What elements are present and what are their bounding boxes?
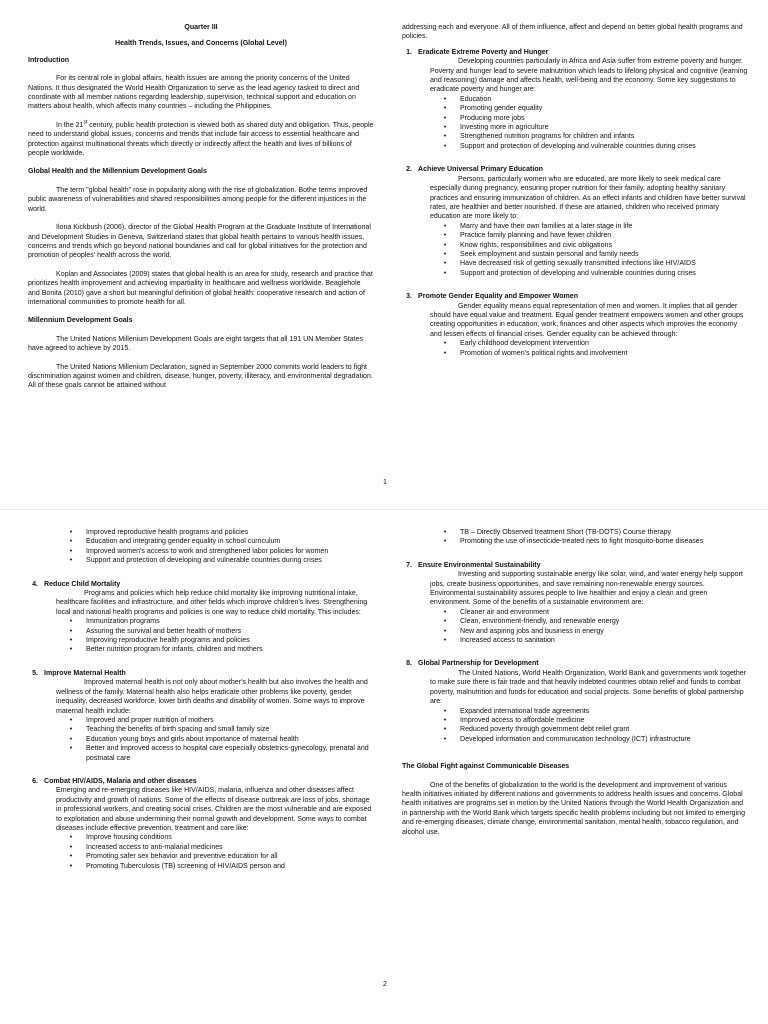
global-health-paragraph-2: Ilona Kickbush (2006), director of the Global Health Program at the Graduate Institute of International and Development Studies in Geneva, Switzerland states that global health pertains to various health issues, concerns and trends which go beyond national boundaries and call for global initiatives for the protection and promotion of peoples' health across the world. xyxy=(28,224,371,260)
list-item: • Reduced poverty through government debt relief grant xyxy=(460,725,748,734)
list-item: • Clean, environment-friendly, and renewable energy xyxy=(460,617,748,626)
list-item: • Promoting the use of insecticide-treated nets to fight mosquito-borne diseases xyxy=(460,537,748,546)
goal-heading: 5. Improve Maternal Health xyxy=(32,669,126,677)
list-item: • Promoting gender equality xyxy=(460,104,748,113)
quarter-label: Quarter III xyxy=(184,24,218,31)
mdg-heading: Millennium Development Goals xyxy=(28,317,133,325)
list-item: • Cleaner air and environment xyxy=(460,608,748,617)
continued-bullet-list xyxy=(56,528,374,566)
list-item: • Producing more jobs xyxy=(460,114,748,123)
list-item: • Increased access to sanitation xyxy=(460,636,748,645)
goal-section xyxy=(402,48,748,151)
list-item: • Marry and have their own families at a later stage in life xyxy=(460,222,748,231)
list-item: • Education and integrating gender equality in school curriculum xyxy=(86,537,374,546)
list-item: • Teaching the benefits of birth spacing and small family size xyxy=(86,725,374,734)
list-item: • Promoting safer sex behavior and preventive education for all xyxy=(86,852,374,861)
list-item: • Education young boys and girls about importance of maternal health xyxy=(86,735,374,744)
goal-section xyxy=(402,292,748,358)
global-health-heading: Global Health and the Millennium Development Goals xyxy=(28,168,207,176)
page-number: 1 xyxy=(383,479,387,486)
list-item: • TB – Directly Observed treatment Short (TB-DOTS) Course therapy xyxy=(460,528,748,537)
list-item: • Developed information and communication technology (ICT) infrastructure xyxy=(460,735,748,744)
list-item: • Better and improved access to hospital care especially obstetrics-gynecology, prenatal and postnatal care xyxy=(86,744,374,763)
goal-bullet-list xyxy=(56,833,374,871)
list-item: • Promotion of women's political rights and involvement xyxy=(460,349,748,358)
goal-bullet-list xyxy=(430,339,748,358)
goal-text: Investing and supporting sustainable energy like solar, wind, and water energy help support jobs, create business opportunities, and save remaining non-renewable energy sources. Environmental sustainability assures people to live healthier and enjoy a clean and green environment. Some of the benefits of a sustainable environment are: xyxy=(430,571,743,607)
page2-left-column xyxy=(28,528,374,871)
communicable-diseases-heading: The Global Fight against Communicable Diseases xyxy=(402,763,570,771)
list-item: • Have decreased risk of getting sexually transmitted infections like HIV/AIDS xyxy=(460,259,748,268)
goal-bullet-list xyxy=(56,716,374,763)
goal-text: Programs and policies which help reduce child mortality like improving nutritional intake, healthcare facilities and infrastructure, and other fields which improve children's lives. Strengthening local and national health programs and policies is one way to reduce child mortality. This includes: xyxy=(56,590,368,616)
goal-text: Emerging and re-emerging diseases like HIV/AIDS, malaria, influenza and other diseases affect productivity and growth of nations. Some of the effects of disease outbreak are loss of jobs, shortage in professional workers, and creating social crises. Children are the most vulnerable and are exposed to exploitation and abuse undermining their normal growth and development. Some ways to combat diseases include effective prevention, treatment and care like: xyxy=(56,787,372,832)
list-item: • Support and protection of developing and vulnerable countries during crises xyxy=(460,269,748,278)
list-item: • Improve housing conditions xyxy=(86,833,374,842)
goal-heading: 7. Ensure Environmental Sustainability xyxy=(406,561,541,569)
goal-heading: 8. Global Partnership for Development xyxy=(406,660,539,668)
goal-heading: 2. Achieve Universal Primary Education xyxy=(406,166,543,174)
page1-right-column xyxy=(402,23,748,358)
list-item: • Seek employment and sustain personal and family needs xyxy=(460,250,748,259)
list-item: • Strengthened nutrition programs for children and infants xyxy=(460,132,748,141)
goal-bullet-list xyxy=(430,95,748,151)
page-2 xyxy=(0,512,768,1024)
global-health-paragraph-3: Koplan and Associates (2009) states that global health is an area for study, research and practice that prioritizes health improvement and achieving impartiality in healthcare and wellness worldwide. Beaglehole and Bonita (2010) gave a short but meaningful definition of global health: cooperative research and action of international communities to promote health for all. xyxy=(28,270,373,306)
continued-bullet-list xyxy=(430,528,748,547)
list-item: • Improved access to affordable medicine xyxy=(460,716,748,725)
page-divider xyxy=(0,509,768,510)
goal-bullet-list xyxy=(56,617,374,655)
list-item: • Improving reproductive health programs and policies xyxy=(86,636,374,645)
list-item: • Support and protection of developing and vulnerable countries during crises xyxy=(460,142,748,151)
goal-section xyxy=(28,580,374,655)
goal-heading: 1. Eradicate Extreme Poverty and Hunger xyxy=(406,48,549,56)
goal-text: Improved maternal health is not only about mother's health but also involves the health and wellness of the family. Maternal health also helps eradicate other problems like poverty, gender inequality, decreased workforce, lower birth deaths and disability of women. Some ways to improve maternal health include: xyxy=(56,679,368,715)
goal-section xyxy=(402,659,748,744)
list-item: • Promoting Tuberculosis (TB) screening of HIV/AIDS person and xyxy=(86,862,374,871)
list-item: • Practice family planning and have fewer children xyxy=(460,231,748,240)
communicable-diseases-paragraph: One of the benefits of globalization to the world is the development and improvement of various health initiatives initiated by different nations and governments to address health issues and concerns. Global health initiatives are programs set in motion by the United Nations through the World Health Organization and in partnership with the World Bank which targets specific health problems including but not limited to emerging and re-emerging diseases, climate change, environmental sanitation, mental health, tobacco regulation, and alcohol use. xyxy=(402,781,745,836)
page2-right-column xyxy=(402,528,748,837)
goal-section xyxy=(402,165,748,278)
list-item: • Better nutrition program for infants, children and mothers xyxy=(86,645,374,654)
list-item: • Early childhood development intervention xyxy=(460,339,748,348)
page1-left-column xyxy=(28,23,374,391)
page-number: 2 xyxy=(383,981,387,988)
list-item: • New and aspiring jobs and business in energy xyxy=(460,627,748,636)
continued-paragraph: addressing each and everyone. All of them influence, affect and depend on better global health programs and policies. xyxy=(402,24,743,41)
goal-text: Developing countries particularly in Africa and Asia suffer from extreme poverty and hunger. Poverty and hunger lead to severe malnutrition which leads to lifelong physical and cognitive (learning and reasoning) damage and affects health, well-being and the economy. Some key suggestions to eradicate poverty and hunger are: xyxy=(430,58,748,94)
goal-text: Gender equality means equal representation of men and women. It implies that all gender should have equal value and treatment. Equal gender treatment empowers women and other groups creating opportunities in education, work, finances and other aspects which improves the economy and lessen effects of financial crises. Gender equality can be achieved through: xyxy=(430,302,744,338)
goal-heading: 6. Combat HIV/AIDS, Malaria and other diseases xyxy=(32,777,197,785)
mdg-paragraph-1: The United Nations Millenium Development Goals are eight targets that all 191 UN Member States have agreed to achieve by 2015. xyxy=(28,335,364,353)
list-item: • Support and protection of developing and vulnerable countries during crises xyxy=(86,556,374,565)
goal-heading: 3. Promote Gender Equality and Empower Women xyxy=(406,293,579,301)
list-item: • Education xyxy=(460,95,748,104)
list-item: • Improved women's access to work and strengthened labor policies for women xyxy=(86,547,374,556)
list-item: • Investing more in agriculture xyxy=(460,123,748,132)
goal-bullet-list xyxy=(430,707,748,745)
intro-heading: Introduction xyxy=(28,56,70,64)
goal-section xyxy=(28,777,374,871)
goal-text: The United Nations, World Health Organization, World Bank and governments work together to make sure there is fair trade and that heavily indebted countries obtain relief and funds to combat poverty, malnutrition and funds for education and social projects. Some benefits of global partnership are: xyxy=(430,669,747,706)
list-item: • Increased access to anti-malarial medicines xyxy=(86,843,374,852)
goal-section xyxy=(402,561,748,646)
list-item: • Improved and proper nutrition of mothers xyxy=(86,716,374,725)
intro-paragraph-1: For its central role in global affairs, health issues are among the priority concerns of the United Nations. It thus designated the World Health Organization to serve as the lead agency tasked to direct and coordinate with all member nations regarding leadership, supervision, technical support and education on matters about health, which affects many countries – including the Philippines. xyxy=(28,75,360,111)
goal-text: Persons, particularly women who are educated, are more likely to seek medical care especially during pregnancy, ensuring proper nutrition for their family, adopting healthy sanitary practices and ensuring immunization of children. As an effect infants and children have better survival rates, are healthier and better nourished. If these are attained, children who received primary education are more likely to: xyxy=(430,175,746,221)
list-item: • Improved reproductive health programs and policies xyxy=(86,528,374,537)
goal-heading: 4. Reduce Child Mortality xyxy=(32,580,121,588)
mdg-paragraph-2: The United Nations Millenium Declaration, signed in September 2000 commits world leaders to fight discrimination against women and children, disease, hunger, poverty, illiteracy, and environmental degradation. All of these goals cannot be attained without xyxy=(28,363,373,390)
goal-bullet-list xyxy=(430,222,748,278)
goal-section xyxy=(28,669,374,763)
document-title: Health Trends, Issues, and Concerns (Global Level) xyxy=(115,40,287,48)
list-item: • Immunization programs xyxy=(86,617,374,626)
list-item: • Know rights, responsibilities and civic obligations xyxy=(460,241,748,250)
global-health-paragraph-1: The term "global health" rose in popularity along with the rise of globalization. Bothe terms improved public awareness of vulnerabilities and shared responsibilities among people for the different injustices in the world. xyxy=(28,186,368,213)
list-item: • Assuring the survival and better health of mothers xyxy=(86,627,374,636)
goal-bullet-list xyxy=(430,608,748,646)
list-item: • Expanded international trade agreements xyxy=(460,707,748,716)
intro-paragraph-2: In the 21st century, public health protection is viewed both as shared duty and obligation. Thus, people need to understand global issues, concerns and trends that include fair access to essential healthcare and protection against multinational threats which directly or indirectly affect the health and lives of billions of people worldwide. xyxy=(28,119,374,158)
